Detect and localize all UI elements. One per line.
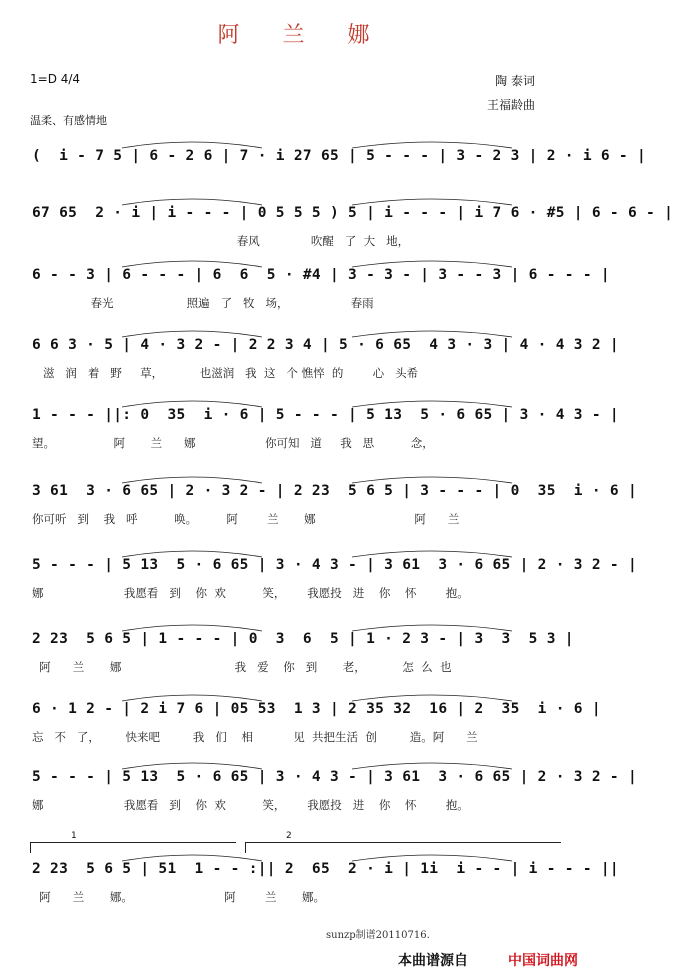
volta-1: 1 xyxy=(30,842,236,853)
notation-line: 5 - - - | 5 13 5 · 6 65 | 3 · 4 3 - | 3 61 3 · 6 65 | 2 · 3 2 - | xyxy=(32,769,637,785)
notation-line: 2 23 5 6 5 | 1 - - - | 0 3 6 5 | 1 · 2 3 - | 3 3 5 3 | xyxy=(32,631,574,647)
lyrics-line: 春风 吹醒 了 大 地， xyxy=(32,234,410,248)
lyrics-line: 你可听 到 我 呼 唤。 阿 兰 娜 阿 兰 xyxy=(32,512,460,526)
lyrics-line: 望。 阿 兰 娜 你可知 道 我 思 念， xyxy=(32,436,434,450)
lyrics-line xyxy=(32,176,572,194)
notation-line: 6 · 1 2 - | 2 i 7 6 | 05 53 1 3 | 2 35 32 16 | 2 35 i · 6 | xyxy=(32,701,601,717)
song-title: 阿 兰 娜 xyxy=(217,23,388,48)
transcriber-signature: sunzp制谱20110716. xyxy=(326,930,430,941)
tempo-marking: 温柔、有感情地 xyxy=(30,114,107,127)
lyrics-line: 娜 我愿看 到 你 欢 笑， 我愿投 进 你 怀 抱。 xyxy=(32,586,469,600)
notation-line: 67 65 2 · i | i - - - | 0 5 5 5 ) 5 | i - - - | i 7 6 · #5 | 6 - 6 - | xyxy=(32,205,673,221)
notation-line: 6 6 3 · 5 | 4 · 3 2 - | 2 2 3 4 | 5 · 6 65 4 3 · 3 | 4 · 4 3 2 | xyxy=(32,337,619,353)
lyrics-line: 春光 照遍 了 牧 场， 春雨 xyxy=(32,296,374,310)
notation-line: 2 23 5 6 5 | 51 1 - - :|| 2 65 2 · i | 1i i - - | i - - - || xyxy=(32,861,619,877)
source-site-link[interactable]: 中国词曲网 xyxy=(508,953,578,969)
notation-line: 1 - - - ||: 0 35 i · 6 | 5 - - - | 5 13 5 · 6 65 | 3 · 4 3 - | xyxy=(32,407,619,423)
lyricist-credit: 陶 泰词 xyxy=(495,74,535,88)
key-signature: 1=D 4/4 xyxy=(30,72,81,86)
lyrics-line: 阿 兰 娜 我 爱 你 到 老， 怎 么 也 xyxy=(32,660,452,674)
notation-line: 6 - - 3 | 6 - - - | 6 6 5 · #4 | 3 - 3 - | 3 - - 3 | 6 - - - | xyxy=(32,267,610,283)
volta-2: 2 xyxy=(245,842,561,853)
notation-line: ( i - 7 5 | 6 - 2 6 | 7 · i 27 65 | 5 - - - | 3 - 2 3 | 2 · i 6 - | xyxy=(32,148,647,164)
lyrics-line: 滋 润 着 野 草， 也滋润 我 这 个 憔悴 的 心 头希 xyxy=(32,366,419,380)
source-label: 本曲谱源自 xyxy=(398,953,468,969)
notation-line: 5 - - - | 5 13 5 · 6 65 | 3 · 4 3 - | 3 61 3 · 6 65 | 2 · 3 2 - | xyxy=(32,557,637,573)
notation-line: 3 61 3 · 6 65 | 2 · 3 2 - | 2 23 5 6 5 | 3 - - - | 0 35 i · 6 | xyxy=(32,483,637,499)
composer-credit: 王福龄曲 xyxy=(486,98,535,112)
lyrics-line: 忘 不 了， 快来吧 我 们 相 见 共把生活 创 造。阿 兰 xyxy=(32,730,478,744)
lyrics-line: 娜 我愿看 到 你 欢 笑， 我愿投 进 你 怀 抱。 xyxy=(32,798,469,812)
lyrics-line: 阿 兰 娜。 阿 兰 娜。 xyxy=(32,890,326,904)
